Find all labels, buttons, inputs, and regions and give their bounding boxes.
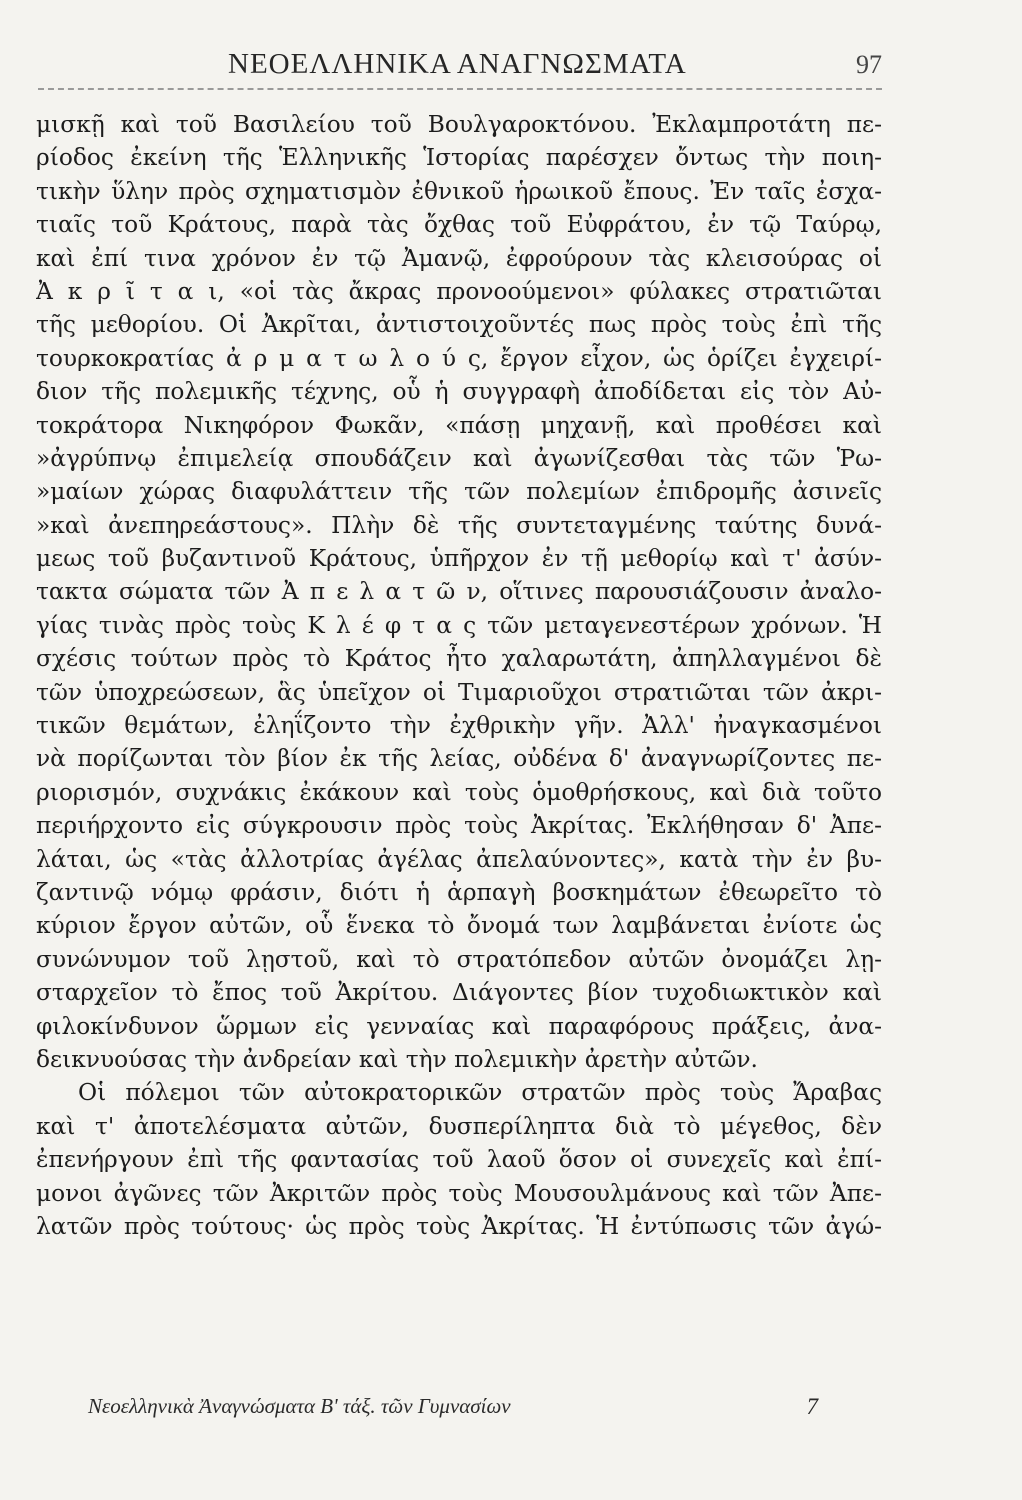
text-line: Ἀ κ ρ ῖ τ α ι, «οἱ τὰς ἄκρας προνοούμενοι» φύλακες στρατιῶται bbox=[36, 277, 882, 305]
paragraph-end-line: δεικνυούσας τὴν ἀνδρείαν καὶ τὴν πολεμικὴν ἀρετὴν αὐτῶν. bbox=[36, 1045, 758, 1073]
text-line: διον τῆς πολεμικῆς τέχνης, οὗ ἡ συγγραφὴ ἀποδίδεται εἰς τὸν Αὐ- bbox=[36, 378, 882, 406]
text-line: »καὶ ἀνεπηρεάστους». Πλὴν δὲ τῆς συντεταγμένης ταύτης δυνά- bbox=[36, 511, 882, 539]
text-line: τῶν ὑποχρεώσεων, ἃς ὑπεῖχον οἱ Τιμαριοῦχοι στρατιῶται τῶν ἀκρι- bbox=[36, 678, 882, 706]
page-number: 97 bbox=[856, 50, 882, 79]
text-line: μισκῇ καὶ τοῦ Βασιλείου τοῦ Βουλγαροκτόνου. Ἐκλαμπροτάτη πε- bbox=[36, 111, 882, 138]
text-line: τικῶν θεμάτων, ἐληΐζοντο τὴν ἐχθρικὴν γῆν. Ἀλλ' ἠναγκασμένοι bbox=[36, 712, 882, 740]
text-line: καὶ ἐπί τινα χρόνον ἐν τῷ Ἀμανῷ, ἐφρούρουν τὰς κλεισούρας οἱ bbox=[36, 244, 882, 272]
text-line: τουρκοκρατίας ἀ ρ μ α τ ω λ ο ύ ς, ἔργον εἶχον, ὡς ὁρίζει ἐγχειρί- bbox=[36, 344, 882, 372]
text-line: »μαίων χώρας διαφυλάττειν τῆς τῶν πολεμίων ἐπιδρομῆς ἀσινεῖς bbox=[36, 478, 882, 506]
text-line: γίας τινὰς πρὸς τοὺς Κ λ έ φ τ α ς τῶν μεταγενεστέρων χρόνων. Ἡ bbox=[36, 611, 882, 639]
text-line: νὰ πορίζωνται τὸν βίον ἐκ τῆς λείας, οὐδένα δ' ἀναγνωρίζοντες πε- bbox=[36, 745, 882, 773]
running-title: ΝΕΟΕΛΛΗΝΙΚΑ ΑΝΑΓΝΩΣΜΑΤΑ bbox=[228, 48, 687, 80]
text-line: φιλοκίνδυνον ὥρμων εἰς γενναίας καὶ παραφόρους πράξεις, ἀνα- bbox=[36, 1012, 882, 1040]
text-line: τοκράτορα Νικηφόρον Φωκᾶν, «πάσῃ μηχανῇ, καὶ προθέσει καὶ bbox=[36, 411, 882, 439]
page-header bbox=[38, 48, 882, 88]
text-line: σχέσις τούτων πρὸς τὸ Κράτος ἦτο χαλαρωτάτη, ἀπηλλαγμένοι δὲ bbox=[36, 645, 882, 673]
text-line: περιήρχοντο εἰς σύγκρουσιν πρὸς τοὺς Ἀκρίτας. Ἐκλήθησαν δ' Ἀπε- bbox=[36, 812, 882, 840]
text-line: συνώνυμον τοῦ λῃστοῦ, καὶ τὸ στρατόπεδον αὐτῶν ὀνομάζει λῃ- bbox=[36, 945, 882, 973]
text-line: μεως τοῦ βυζαντινοῦ Κράτους, ὑπῆρχον ἐν τῇ μεθορίῳ καὶ τ' ἀσύν- bbox=[36, 545, 882, 573]
text-line: ρίοδος ἐκείνη τῆς Ἑλληνικῆς Ἱστορίας παρέσχεν ὄντως τὴν ποιη- bbox=[36, 144, 882, 172]
header-rule bbox=[38, 88, 882, 90]
text-line: τικὴν ὕλην πρὸς σχηματισμὸν ἐθνικοῦ ἡρωικοῦ ἔπους. Ἐν ταῖς ἐσχα- bbox=[36, 177, 882, 205]
text-line: λατῶν πρὸς τούτους· ὡς πρὸς τοὺς Ἀκρίτας. Ἡ ἐντύπωσις τῶν ἀγώ- bbox=[36, 1212, 882, 1240]
body-text bbox=[36, 108, 882, 1243]
text-line: ἐπενήργουν ἐπὶ τῆς φαντασίας τοῦ λαοῦ ὅσον οἱ συνεχεῖς καὶ ἐπί- bbox=[36, 1146, 882, 1174]
text-line: »ἀγρύπνῳ ἐπιμελείᾳ σπουδάζειν καὶ ἀγωνίζεσθαι τὰς τῶν Ῥω- bbox=[36, 444, 882, 472]
text-line: τιαῖς τοῦ Κράτους, παρὰ τὰς ὄχθας τοῦ Εὐφράτου, ἐν τῷ Ταύρῳ, bbox=[36, 211, 882, 239]
text-line: ριορισμόν, συχνάκις ἐκάκουν καὶ τοὺς ὁμοθρήσκους, καὶ διὰ τοῦτο bbox=[36, 778, 882, 806]
signature-mark: 7 bbox=[806, 1394, 818, 1419]
paragraph-start-line: Οἱ πόλεμοι τῶν αὐτοκρατορικῶν στρατῶν πρὸς τοὺς Ἄραβας bbox=[78, 1079, 882, 1107]
text-line: τῆς μεθορίου. Οἱ Ἀκρῖται, ἀντιστοιχοῦντές πως πρὸς τοὺς ἐπὶ τῆς bbox=[36, 311, 882, 339]
text-line: μονοι ἀγῶνες τῶν Ἀκριτῶν πρὸς τοὺς Μουσουλμάνους καὶ τῶν Ἀπε- bbox=[36, 1179, 882, 1207]
text-line: ζαντινῷ νόμῳ φράσιν, διότι ἡ ἁρπαγὴ βοσκημάτων ἐθεωρεῖτο τὸ bbox=[36, 878, 882, 906]
text-line: καὶ τ' ἀποτελέσματα αὐτῶν, δυσπερίληπτα διὰ τὸ μέγεθος, δὲν bbox=[36, 1112, 882, 1140]
footer-note: Νεοελληνικὰ Ἀναγνώσματα Β' τάξ. τῶν Γυμνασίων bbox=[88, 1394, 511, 1418]
text-line: κύριον ἔργον αὐτῶν, οὗ ἕνεκα τὸ ὄνομά των λαμβάνεται ἐνίοτε ὡς bbox=[36, 912, 882, 940]
text-line: σταρχεῖον τὸ ἔπος τοῦ Ἀκρίτου. Διάγοντες βίον τυχοδιωκτικὸν καὶ bbox=[36, 979, 882, 1007]
text-line: λάται, ὡς «τὰς ἀλλοτρίας ἀγέλας ἀπελαύνοντες», κατὰ τὴν ἐν βυ- bbox=[36, 845, 882, 873]
text-line: τακτα σώματα τῶν Ἀ π ε λ α τ ῶ ν, οἵτινες παρουσιάζουσιν ἀναλο- bbox=[36, 578, 882, 606]
page-footer bbox=[88, 1394, 818, 1424]
